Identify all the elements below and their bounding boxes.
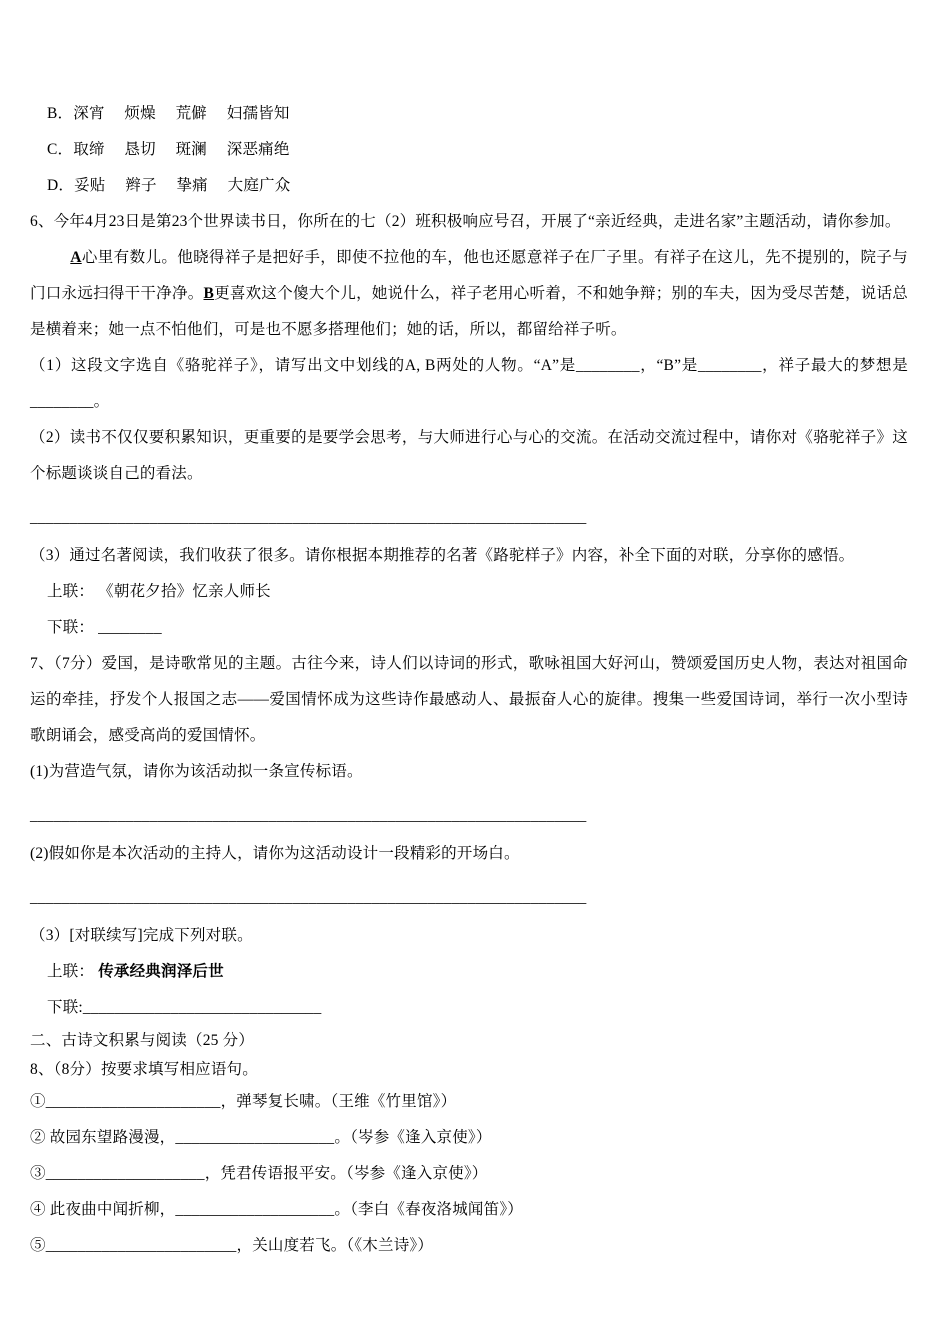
- couplet-lower-q7: [30, 990, 908, 1026]
- excerpt-part2: 更喜欢这个傻大个儿，她说什么，祥子老用心听着，不和她争辩；别的车夫，因为受尽苦楚，说话总是横着来；她一点不怕他们，可是也不愿多搭理他们；她的话，所以，都留给祥子听。: [30, 285, 909, 338]
- question-7-sub1: (1)为营造气氛，请你为该活动拟一条宣传标语。: [30, 763, 363, 780]
- question-6-sub1: （1）这段文字选自《骆驼祥子》，请写出文中划线的A, B两处的人物。“A”是________，“B”是________，祥子最大的梦想是________。: [30, 357, 908, 410]
- question-6-sub3: （3）通过名著阅读，我们收获了很多。请你根据本期推荐的名著《路驼样子》内容，补全下面的对联，分享你的感悟。: [30, 547, 855, 564]
- couplet-upper-q7: [30, 954, 908, 990]
- answer-blank-line-q6: ______________________________________________________________________: [30, 509, 587, 526]
- couplet-lower-blank: ______________________________: [82, 999, 322, 1016]
- fill-in-item-2: ② 故园东望路漫漫，____________________。（岑参《逢入京使》）: [30, 1129, 492, 1146]
- fill-in-item-3: ③____________________，凭君传语报平安。（岑参《逢入京使》）: [30, 1165, 488, 1182]
- underlined-a-marker: A: [70, 249, 82, 266]
- couplet-upper-q6: 上联： 《朝花夕拾》忆亲人师长: [47, 583, 271, 600]
- question-7-sub3: （3）[对联续写]完成下列对联。: [30, 927, 253, 944]
- couplet-lower-q6: 下联： ________: [47, 619, 162, 636]
- question-7-sub2: (2)假如你是本次活动的主持人，请你为这活动设计一段精彩的开场白。: [30, 845, 520, 862]
- novel-excerpt: [30, 240, 908, 348]
- fill-in-item-5: ⑤________________________，关山度若飞。（《木兰诗》）: [30, 1237, 434, 1254]
- question-8-stem: 8、（8分）按要求填写相应语句。: [30, 1061, 258, 1078]
- option-line-c: C．取缔 恳切 斑澜 深恶痛绝: [47, 141, 290, 158]
- question-6-sub2: （2）读书不仅仅要积累知识，更重要的是要学会思考，与大师进行心与心的交流。在活动交流过程中，请你对《骆驼祥子》这个标题谈谈自己的看法。: [30, 429, 908, 482]
- underlined-b-marker: B: [203, 285, 215, 302]
- option-line-b: B．深宵 烦燥 荒僻 妇孺皆知: [47, 105, 290, 122]
- question-7-stem: 7、（7分）爱国，是诗歌常见的主题。古往今来，诗人们以诗词的形式，歌咏祖国大好河山，赞颂爱国历史人物，表达对祖国命运的牵挂，抒发个人报国之志——爱国情怀成为这些诗作最感动人、最振奋人心的旋律。搜集一些爱国诗词，举行一次小型诗歌朗诵会，感受高尚的爱国情怀。: [30, 655, 908, 744]
- fill-in-item-4: ④ 此夜曲中闻折柳，____________________。（李白《春夜洛城闻笛》）: [30, 1201, 523, 1218]
- section-2-heading: 二、古诗文积累与阅读（25 分）: [30, 1032, 255, 1049]
- excerpt-part1: 心里有数儿。他晓得祥子是把好手，即使不拉他的车，他也还愿意祥子在厂子里。有祥子在这儿，先不提别的，院子与门口永远扫得干干净净。: [30, 249, 908, 302]
- option-line-d: D．妥贴 辫子 挚痛 大庭广众: [47, 177, 291, 194]
- answer-blank-line-q7-1: ______________________________________________________________________: [30, 807, 587, 824]
- couplet-upper-label: 上联：: [47, 963, 99, 980]
- couplet-upper-text: 传承经典润泽后世: [98, 963, 224, 980]
- couplet-lower-label: 下联:: [47, 999, 83, 1016]
- fill-in-item-1: ①______________________，弹琴复长啸。（王维《竹里馆》）: [30, 1093, 457, 1110]
- question-6-stem: 6、今年4月23日是第23个世界读书日，你所在的七（2）班积极响应号召，开展了“亲近经典，走进名家”主题活动，请你参加。: [30, 213, 901, 230]
- answer-blank-line-q7-2: ______________________________________________________________________: [30, 889, 587, 906]
